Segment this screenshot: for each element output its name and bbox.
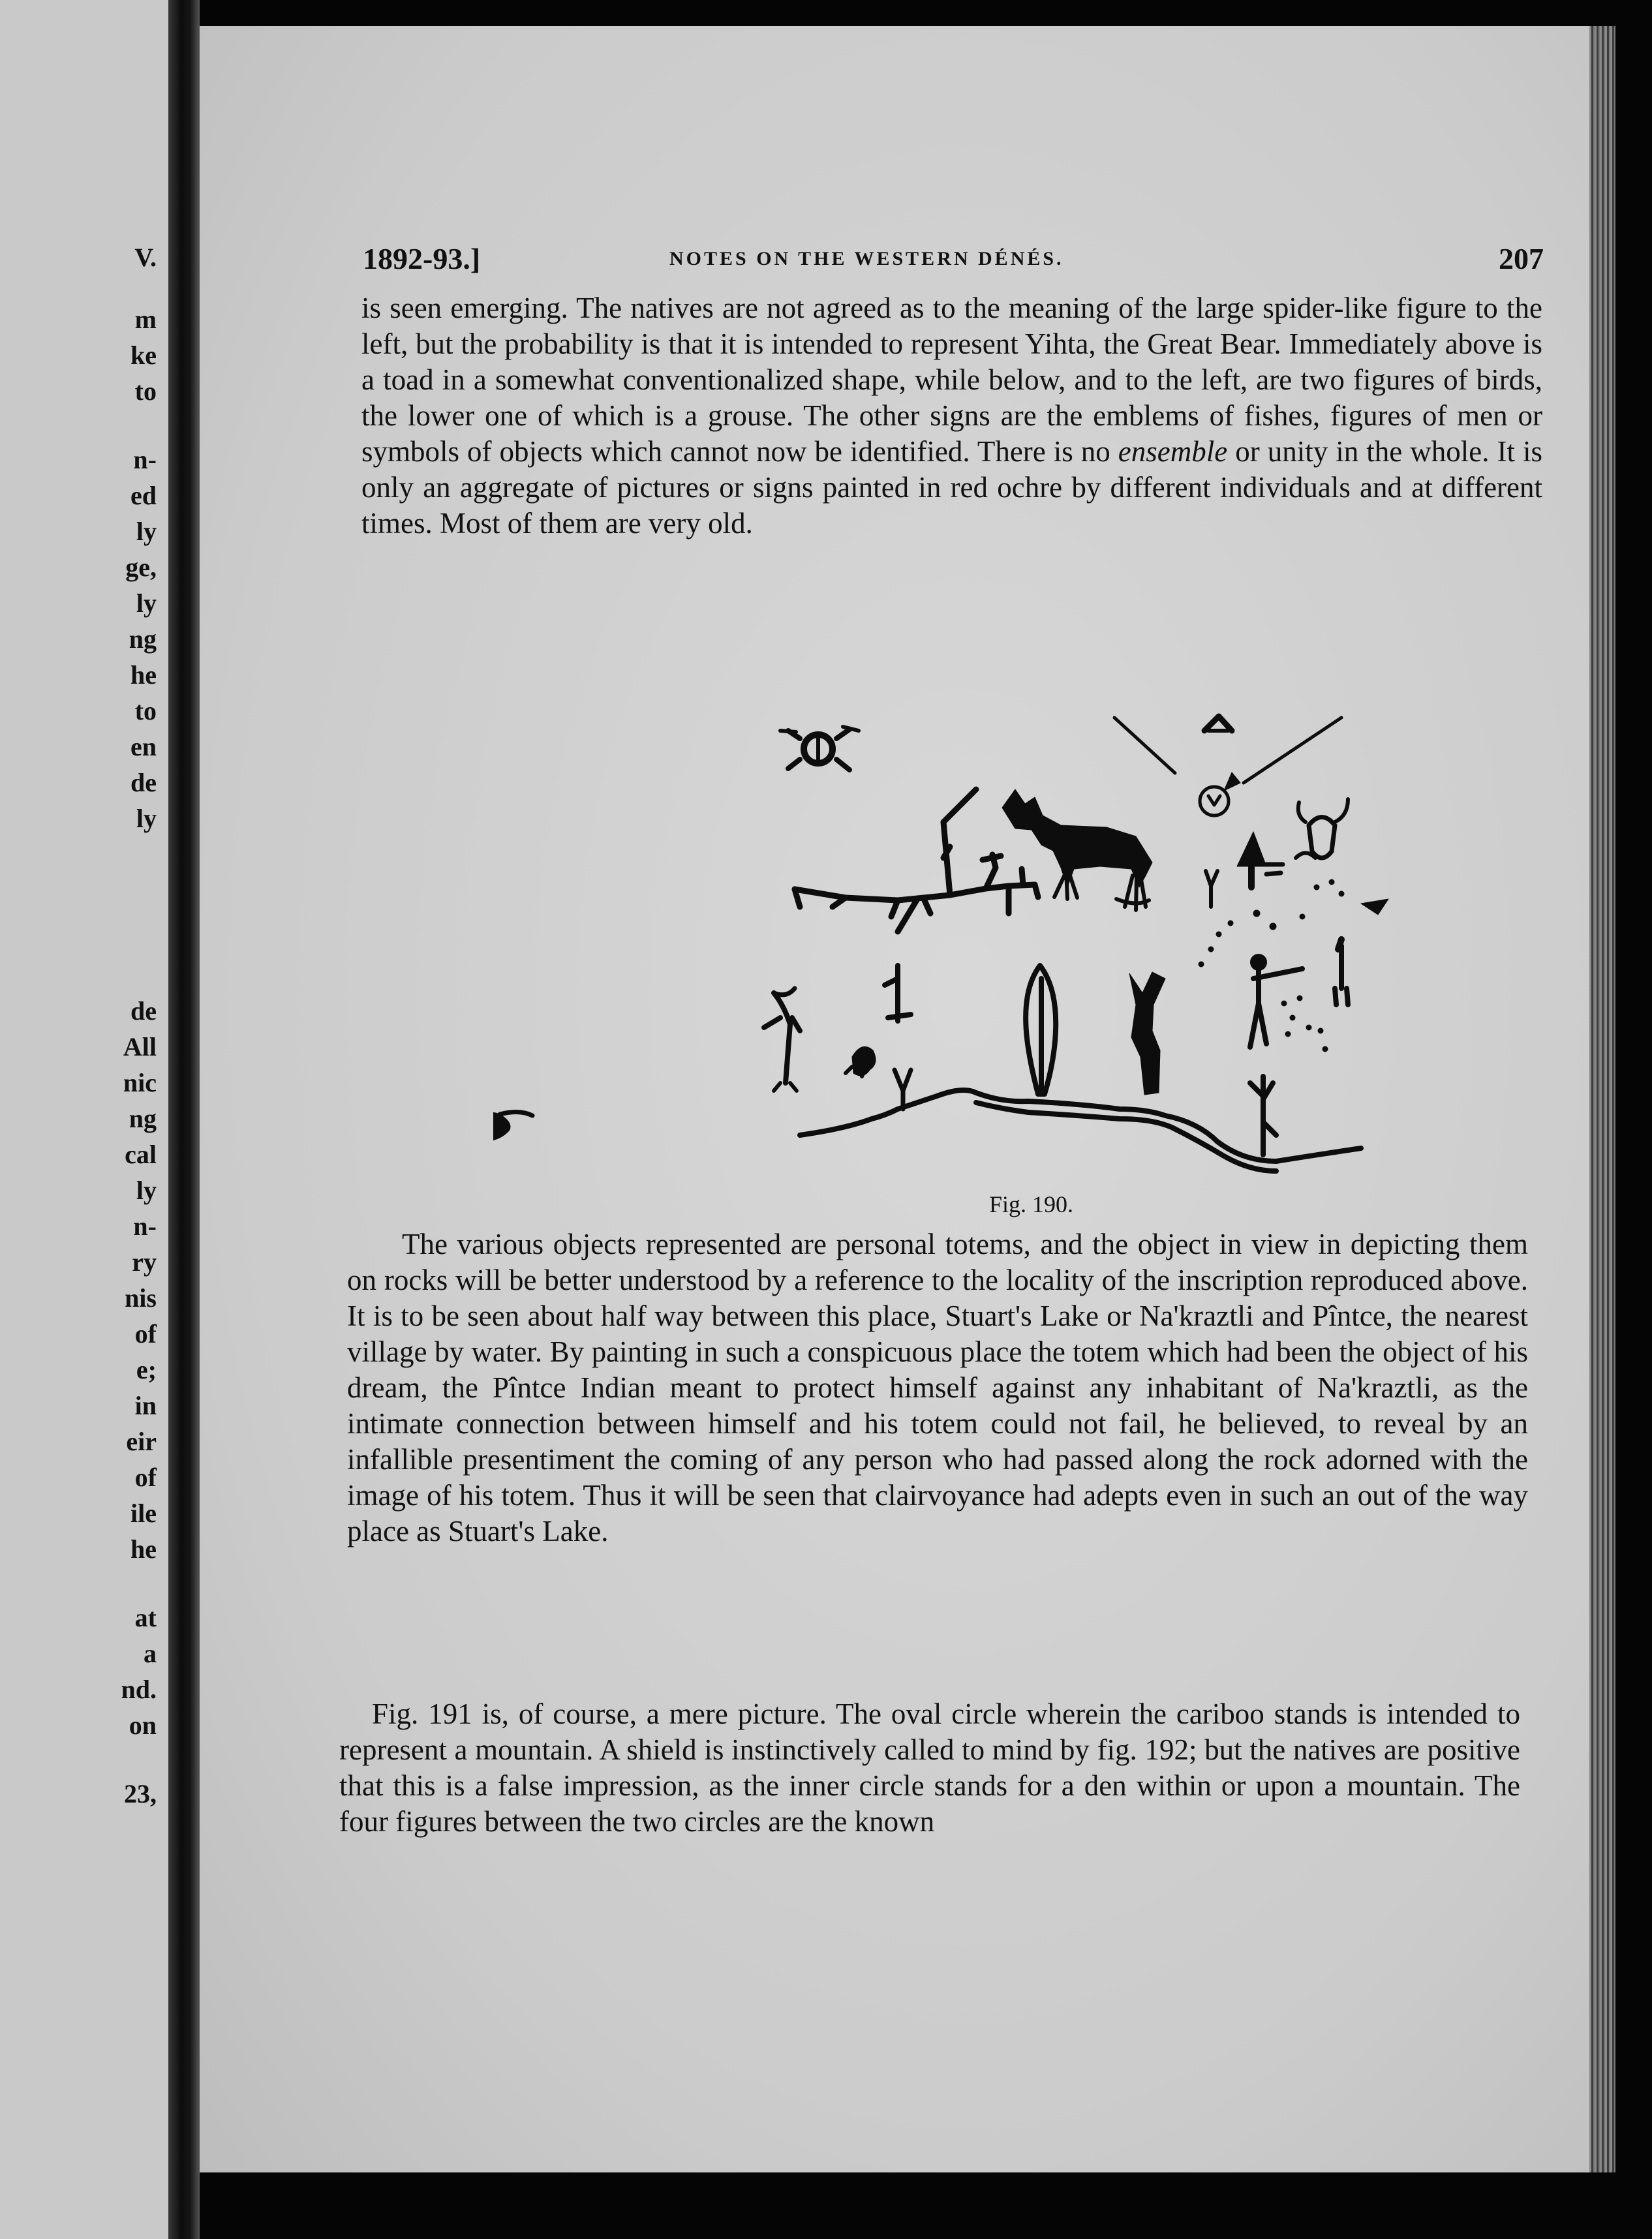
facing-page-fragment: de: [130, 768, 157, 797]
page-header: [363, 241, 1557, 281]
facing-page-fragment: m: [134, 305, 157, 334]
dot-cluster: [1199, 879, 1344, 1052]
facing-page-fragment: nis: [125, 1283, 157, 1313]
bird-figure-left: [764, 988, 800, 1091]
book-gutter: [168, 0, 200, 2239]
grouse-figure: [846, 1046, 876, 1076]
facing-page-fragment: eir: [126, 1427, 157, 1456]
standing-figure: [1335, 939, 1348, 1005]
facing-page-fragment: ed: [130, 481, 157, 510]
small-circle-symbol: [1200, 787, 1229, 815]
facing-page-fragment: ly: [136, 588, 157, 618]
chevron-symbol: [1204, 716, 1232, 731]
page-number: 207: [1499, 242, 1544, 275]
vertical-branch: [885, 966, 911, 1021]
facing-page-fragment: he: [130, 660, 157, 690]
paragraph-1-text-b: or unity in the whole. It is only an aggregate of pictures or signs painted in red ochre by different individuals and at different times. Most of them are very old.: [361, 435, 1542, 540]
y-symbol: [1206, 871, 1217, 907]
facing-page-fragment: de: [130, 996, 157, 1026]
facing-page-fragment: All: [123, 1032, 157, 1061]
ground-line: [800, 1090, 1361, 1171]
paragraph-1: [361, 290, 1542, 541]
facing-page-fragment: ge,: [125, 553, 157, 582]
great-bear-figure: [795, 789, 1038, 932]
leaf-tree-symbol: [1026, 966, 1056, 1094]
facing-page-fragment: en: [130, 732, 157, 761]
book-page: [200, 26, 1589, 2172]
facing-page-fragment: to: [134, 696, 157, 725]
facing-page-fragment: e;: [136, 1355, 157, 1384]
human-figure: [1250, 956, 1302, 1047]
paragraph-2: The various objects represented are personal totems, and the object in view in depicting them on rocks will be better understood by a reference to the locality of the inscription reproduced above. It is to be seen about half way between this place, Stuart's Lake or Na'kraztli and Pîntce, the nearest village by water. By painting in such a conspicuous place the totem which had been the object of his dream, the Pîntce Indian meant to protect himself against any inhabitant of Na'kraztli, as the intimate connection between himself and his totem could not fail, he believed, to reveal by an infallible presentiment the coming of any person who had passed along the rock adorned with the image of his totem. Thus it will be seen that clairvoyance had adepts even in such an out of the way place as Stuart's Lake.: [347, 1228, 1528, 1547]
facing-page-fragment: at: [134, 1603, 157, 1632]
toad-symbol: [780, 727, 859, 770]
bird-figure-bottom-left: [493, 1111, 532, 1168]
facing-page-fragment: of: [134, 1319, 157, 1348]
facing-page-fragment: ke: [130, 341, 157, 370]
fish-post-symbol: [1129, 972, 1165, 1095]
pictograph-figure: [493, 692, 1439, 1200]
arrow-head: [1224, 772, 1240, 791]
diagonal-line-right: [1244, 718, 1341, 783]
horned-figure: [1263, 799, 1348, 874]
facing-page-fragment: ile: [130, 1499, 157, 1528]
bear-animal: [1002, 789, 1152, 910]
facing-page-fragment: cal: [125, 1140, 157, 1169]
fish-symbol: [1361, 899, 1388, 915]
facing-page-fragment: he: [130, 1534, 157, 1564]
facing-page-fragment: to: [134, 376, 157, 406]
facing-page-fragment: ry: [132, 1247, 157, 1277]
facing-page-fragment: on: [129, 1711, 157, 1740]
paragraph-3: Fig. 191 is, of course, a mere picture. The oval circle wherein the cariboo stands is intended to represent a mountain. A shield is instinctively called to mind by fig. 192; but the natives are positive that this is a false impression, as the inner circle stands for a den within or upon a mountain. The four figures between the two circles are the known: [339, 1698, 1520, 1838]
paragraph-1-emphasis: ensemble: [1118, 435, 1228, 468]
facing-page-fragment: n-: [133, 1211, 157, 1241]
facing-page-fragment: in: [134, 1391, 157, 1420]
facing-page-fragment: nd.: [121, 1675, 157, 1704]
facing-page-fragment: 23,: [124, 1779, 157, 1808]
facing-page-fragment: ly: [136, 1176, 157, 1205]
page-edge-stack: [1589, 26, 1615, 2172]
running-title: NOTES ON THE WESTERN DÉNÉS.: [669, 248, 1064, 269]
facing-page-fragment: ly: [136, 517, 157, 546]
bottom-plant-symbol: [1250, 1076, 1276, 1155]
facing-page-fragment: n-: [133, 445, 157, 474]
facing-page-fragment: V.: [134, 243, 157, 272]
figure-caption: Fig. 190.: [989, 1191, 1074, 1217]
paragraph-1-text-a: is seen emerging. The natives are not agreed as to the meaning of the large spider-like figure to the left, but the probability is that it is intended to represent Yihta, the Great Bear. Immediately above is a toad in a somewhat conventionalized shape, while below, and to the left, are two figures of birds, the lower one of which is a grouse. The other signs are the emblems of fishes, figures of men or symbols of objects which cannot now be identified. There is no: [361, 292, 1542, 468]
pictograph-illustration: [493, 692, 1439, 1200]
facing-page-fragment: ng: [129, 624, 157, 654]
facing-page-fragment: ng: [129, 1104, 157, 1133]
diagonal-line-left: [1114, 718, 1175, 773]
facing-page-fragment: a: [144, 1639, 157, 1668]
arrow-tree-symbol: [1237, 832, 1266, 887]
facing-page-fragment: ly: [136, 804, 157, 833]
facing-page-edge: [0, 0, 168, 2239]
header-year: 1892-93.]: [363, 242, 481, 275]
facing-page-fragment: nic: [123, 1068, 157, 1097]
facing-page-fragment: of: [134, 1463, 157, 1492]
